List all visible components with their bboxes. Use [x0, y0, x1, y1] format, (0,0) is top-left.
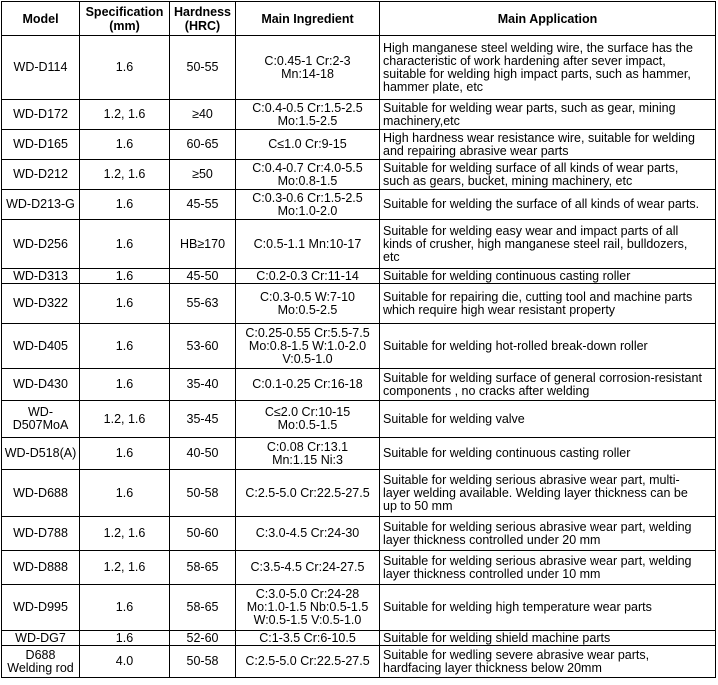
ingredient-cell — [236, 160, 380, 190]
application-line: layer welding available. Welding layer thickness can be — [383, 485, 688, 500]
ingredient-line: C:0.1-0.25 Cr:16-18 — [252, 377, 363, 391]
application-line: Suitable for repairing die, cutting tool and machine parts — [383, 289, 693, 304]
ingredient-line: C:0.08 Cr:13.1 — [266, 439, 349, 454]
model-cell: WD-DG7 — [2, 631, 80, 646]
hardness-cell: 60-65 — [170, 130, 236, 160]
application-line: and repairing abrasive wear parts — [383, 143, 569, 158]
application-cell — [380, 160, 716, 190]
application-cell — [380, 100, 716, 130]
application-line: Suitable for welding high temperature wear parts — [383, 600, 652, 614]
ingredient-line: C:0.3-0.5 W:7-10 — [260, 289, 355, 304]
ingredient-line: C:2.5-5.0 Cr:22.5-27.5 — [245, 485, 370, 500]
specification-cell: 1.2, 1.6 — [80, 401, 170, 438]
application-line: hardfacing layer thickness below 20mm — [383, 660, 602, 675]
specification-cell: 1.6 — [80, 269, 170, 284]
application-cell — [380, 517, 716, 551]
specification-cell: 1.6 — [80, 631, 170, 646]
ingredient-line: C:3.0-5.0 Cr:24-28 — [255, 587, 360, 601]
model-cell: WD-D256 — [2, 220, 80, 269]
table-row — [2, 324, 716, 369]
ingredient-cell — [236, 470, 380, 517]
header-specification: Specification (mm) — [80, 2, 170, 36]
application-line: Suitable for welding surface of all kinds of wear parts, — [383, 160, 679, 175]
application-line: machinery,etc — [383, 113, 460, 128]
table-row — [2, 369, 716, 401]
table-row — [2, 220, 716, 269]
ingredient-line: Mo:1.0-2.0 — [277, 203, 338, 218]
hardness-cell: ≥40 — [170, 100, 236, 130]
specification-cell: 1.2, 1.6 — [80, 160, 170, 190]
application-cell — [380, 130, 716, 160]
ingredient-line: Mn:14-18 — [281, 66, 334, 81]
specification-cell: 1.2, 1.6 — [80, 517, 170, 551]
hardness-cell: 45-50 — [170, 269, 236, 284]
specification-cell: 1.2, 1.6 — [80, 100, 170, 130]
application-line: hammer plate, etc — [383, 79, 484, 94]
specification-cell: 1.6 — [80, 284, 170, 324]
application-line: components , no cracks after welding — [383, 383, 590, 398]
header-hardness: Hardness (HRC) — [170, 2, 236, 36]
ingredient-line: V:0.5-1.0 — [282, 351, 333, 366]
model-cell: D688 Welding rod — [2, 646, 80, 678]
table-row — [2, 585, 716, 631]
specification-cell: 1.6 — [80, 36, 170, 100]
table-row — [2, 269, 716, 284]
model-cell: WD-D688 — [2, 470, 80, 517]
application-cell — [380, 190, 716, 220]
hardness-cell: 53-60 — [170, 324, 236, 369]
ingredient-cell — [236, 324, 380, 369]
specification-cell: 1.2, 1.6 — [80, 551, 170, 585]
ingredient-line: C:0.25-0.55 Cr:5.5-7.5 — [245, 325, 370, 340]
application-cell — [380, 631, 716, 646]
table-row — [2, 470, 716, 517]
hardness-cell: HB≥170 — [170, 220, 236, 269]
ingredient-line: C:0.4-0.7 Cr:4.0-5.5 — [252, 160, 363, 175]
model-cell: WD-D114 — [2, 36, 80, 100]
table-row — [2, 438, 716, 470]
header-main-application: Main Application — [380, 2, 716, 36]
hardness-cell: 50-58 — [170, 470, 236, 517]
ingredient-cell — [236, 517, 380, 551]
ingredient-line: C:0.5-1.1 Mn:10-17 — [253, 236, 362, 251]
ingredient-line: C:2.5-5.0 Cr:22.5-27.5 — [245, 654, 370, 668]
hardness-cell: 58-65 — [170, 551, 236, 585]
specification-cell: 1.6 — [80, 324, 170, 369]
ingredient-cell — [236, 190, 380, 220]
ingredient-cell — [236, 269, 380, 284]
application-line: Suitable for welding serious abrasive wear part, welding — [383, 553, 692, 568]
table-row — [2, 190, 716, 220]
model-cell: WD-D507MoA — [2, 401, 80, 438]
application-line: which require high wear resistant property — [383, 302, 616, 317]
model-cell: WD-D430 — [2, 369, 80, 401]
ingredient-cell — [236, 438, 380, 470]
table-row — [2, 160, 716, 190]
application-line: Suitable for welding easy wear and impact parts of all — [383, 223, 679, 238]
table-row — [2, 551, 716, 585]
application-cell — [380, 401, 716, 438]
specification-cell: 1.6 — [80, 470, 170, 517]
table-row — [2, 517, 716, 551]
ingredient-line: C:0.45-1 Cr:2-3 — [264, 53, 351, 68]
application-line: layer thickness controlled under 10 mm — [383, 566, 601, 581]
application-cell — [380, 551, 716, 585]
ingredient-line: W:0.5-1.5 V:0.5-1.0 — [253, 613, 362, 627]
application-line: Suitable for wedling severe abrasive wear parts, — [383, 647, 650, 662]
application-line: up to 50 mm — [383, 498, 453, 513]
ingredient-line: Mo:0.5-1.5 — [277, 418, 338, 432]
ingredient-cell — [236, 36, 380, 100]
application-line: Suitable for welding continuous casting roller — [383, 446, 631, 460]
model-cell: WD-D313 — [2, 269, 80, 284]
model-cell: WD-D322 — [2, 284, 80, 324]
application-cell — [380, 369, 716, 401]
application-line: layer thickness controlled under 20 mm — [383, 532, 601, 547]
ingredient-cell — [236, 551, 380, 585]
model-cell: WD-D995 — [2, 585, 80, 631]
application-line: Suitable for welding wear parts, such as gear, mining — [383, 100, 676, 115]
application-line: suitable for welding high impact parts, such as hammer, — [383, 66, 691, 81]
ingredient-line: Mo:1.5-2.5 — [277, 113, 338, 128]
hardness-cell: 52-60 — [170, 631, 236, 646]
application-line: Suitable for welding shield machine parts — [383, 630, 611, 645]
ingredient-cell — [236, 284, 380, 324]
model-cell: WD-D165 — [2, 130, 80, 160]
application-line: Suitable for welding serious abrasive wear part, welding — [383, 519, 692, 534]
ingredient-line: C≤2.0 Cr:10-15 — [264, 405, 351, 419]
ingredient-line: Mn:1.15 Ni:3 — [272, 452, 343, 467]
specification-cell: 1.6 — [80, 369, 170, 401]
table-row — [2, 130, 716, 160]
application-line: characteristic of work hardening after sever impact, — [383, 53, 666, 68]
model-cell: WD-D405 — [2, 324, 80, 369]
ingredient-cell — [236, 130, 380, 160]
application-cell — [380, 646, 716, 678]
application-line: Suitable for welding continuous casting roller — [383, 268, 631, 283]
hardness-cell: 50-60 — [170, 517, 236, 551]
hardness-cell: 35-45 — [170, 401, 236, 438]
hardness-cell: 50-55 — [170, 36, 236, 100]
application-cell — [380, 324, 716, 369]
ingredient-cell — [236, 401, 380, 438]
hardness-cell: 55-63 — [170, 284, 236, 324]
ingredient-line: Mo:0.8-1.5 — [277, 173, 338, 188]
application-line: High hardness wear resistance wire, suitable for welding — [383, 130, 695, 145]
ingredient-line: C:0.3-0.6 Cr:1.5-2.5 — [252, 190, 363, 205]
ingredient-line: C≤1.0 Cr:9-15 — [268, 137, 347, 151]
application-cell — [380, 36, 716, 100]
application-line: etc — [383, 249, 400, 264]
ingredient-line: C:3.5-4.5 Cr:24-27.5 — [250, 560, 365, 574]
specification-cell: 1.6 — [80, 190, 170, 220]
application-cell — [380, 220, 716, 269]
table-row — [2, 401, 716, 438]
hardness-cell: 50-58 — [170, 646, 236, 678]
header-row — [2, 2, 716, 36]
application-cell — [380, 438, 716, 470]
table-row — [2, 631, 716, 646]
model-cell: WD-D888 — [2, 551, 80, 585]
ingredient-line: Mo:0.5-2.5 — [277, 302, 338, 317]
model-cell: WD-D172 — [2, 100, 80, 130]
hardness-cell: 35-40 — [170, 369, 236, 401]
ingredient-cell — [236, 646, 380, 678]
header-model: Model — [2, 2, 80, 36]
specification-cell: 1.6 — [80, 220, 170, 269]
model-cell: WD-D213-G — [2, 190, 80, 220]
hardness-cell: 45-55 — [170, 190, 236, 220]
model-cell: WD-D788 — [2, 517, 80, 551]
application-line: Suitable for welding serious abrasive wear part, multi- — [383, 472, 680, 487]
application-line: Suitable for welding surface of general corrosion-resistant — [383, 370, 702, 385]
ingredient-cell — [236, 369, 380, 401]
application-cell — [380, 585, 716, 631]
application-line: kinds of crusher, high manganese steel rail, bulldozers, — [383, 236, 688, 251]
product-spec-table — [1, 1, 716, 678]
ingredient-line: C:1-3.5 Cr:6-10.5 — [259, 630, 356, 645]
ingredient-line: C:0.4-0.5 Cr:1.5-2.5 — [252, 100, 363, 115]
ingredient-line: Mo:0.8-1.5 W:1.0-2.0 — [248, 338, 367, 353]
hardness-cell: 58-65 — [170, 585, 236, 631]
specification-cell: 1.6 — [80, 130, 170, 160]
application-line: Suitable for welding the surface of all kinds of wear parts. — [383, 197, 700, 211]
application-line: such as gears, bucket, mining machinery, etc — [383, 173, 633, 188]
ingredient-cell — [236, 220, 380, 269]
application-cell — [380, 470, 716, 517]
specification-cell: 1.6 — [80, 438, 170, 470]
table-row — [2, 284, 716, 324]
application-cell — [380, 284, 716, 324]
model-cell: WD-D518(A) — [2, 438, 80, 470]
hardness-cell: 40-50 — [170, 438, 236, 470]
application-line: Suitable for welding valve — [383, 411, 525, 426]
specification-cell: 4.0 — [80, 646, 170, 678]
model-cell: WD-D212 — [2, 160, 80, 190]
header-main-ingredient: Main Ingredient — [236, 2, 380, 36]
ingredient-cell — [236, 585, 380, 631]
ingredient-line: C:0.2-0.3 Cr:11-14 — [256, 268, 359, 283]
ingredient-cell — [236, 631, 380, 646]
ingredient-line: Mo:1.0-1.5 Nb:0.5-1.5 — [246, 600, 369, 614]
table-row — [2, 36, 716, 100]
application-line: High manganese steel welding wire, the surface has the — [383, 40, 693, 55]
table-row — [2, 100, 716, 130]
specification-cell: 1.6 — [80, 585, 170, 631]
table-row — [2, 646, 716, 678]
application-cell — [380, 269, 716, 284]
ingredient-line: C:3.0-4.5 Cr:24-30 — [255, 526, 360, 540]
hardness-cell: ≥50 — [170, 160, 236, 190]
application-line: Suitable for welding hot-rolled break-down roller — [383, 338, 648, 353]
ingredient-cell — [236, 100, 380, 130]
